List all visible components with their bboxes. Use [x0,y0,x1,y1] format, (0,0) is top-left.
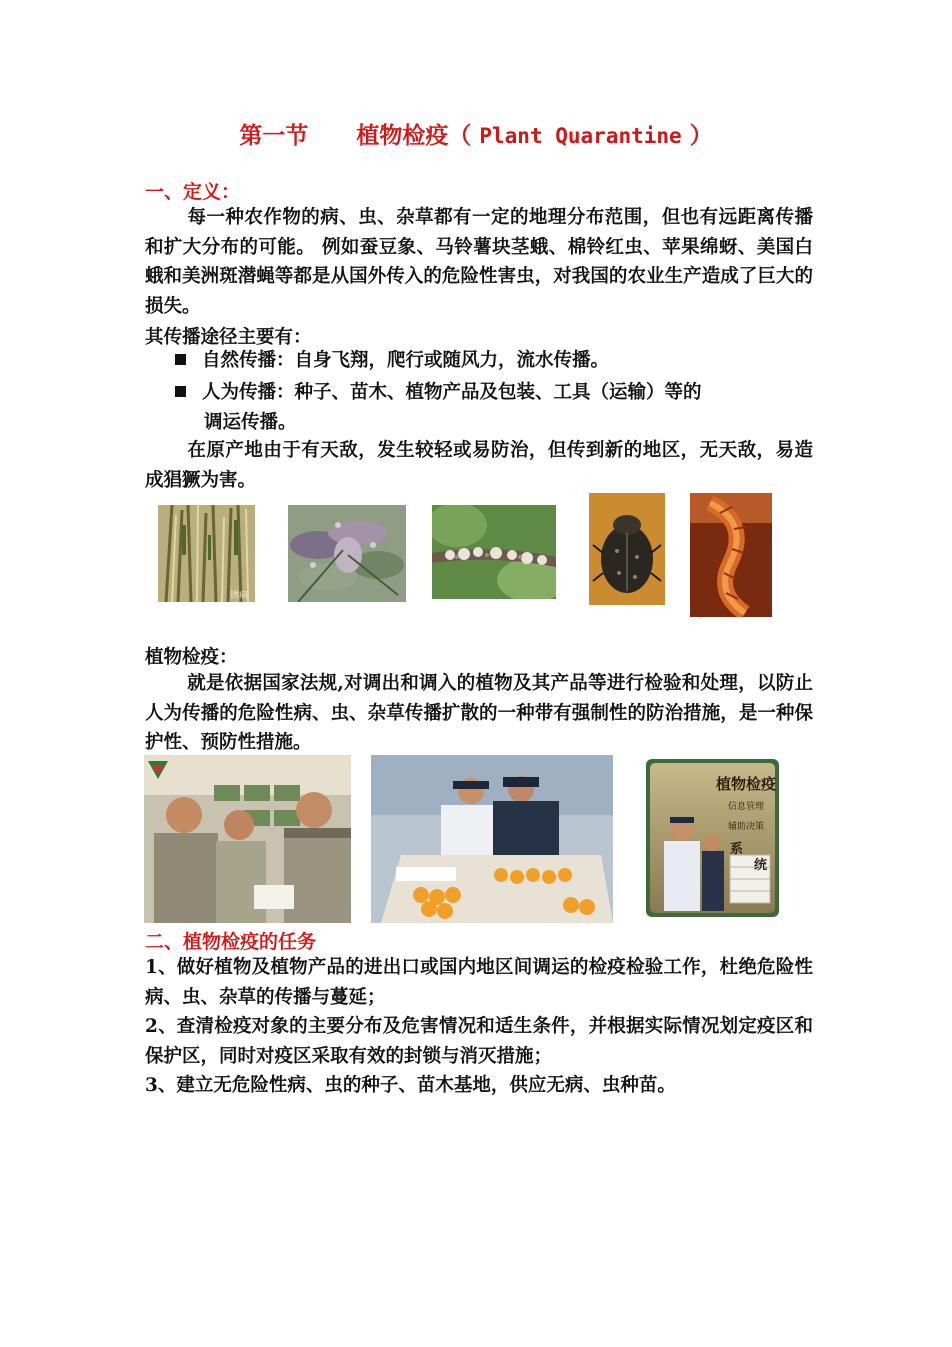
quarantine-text: 就是依据国家法规,对调出和调入的植物及其产品等进行检验和处理，以防止人为传播的危险性病、虫、杂草传播扩散的一种带有强制性的防治措施，是一种保护性、预防性措施。 [145,673,813,753]
quarantine-paragraph [145,669,813,758]
definition-paragraph [145,203,813,321]
plant-pest-photo [288,505,406,602]
square-bullet-icon [175,354,186,365]
task-item-3: 3、建立无危险性病、虫的种子、苗木基地，供应无病、虫种苗。 [145,1075,676,1096]
bullet-human-text-1: 人为传播：种子、苗木、植物产品及包装、工具（运输）等的 [202,382,702,403]
fruit-inspection-photo [371,755,613,923]
bullet-natural-text: 自然传播：自身飞翔，爬行或随风力，流水传播。 [202,350,610,371]
poster-sub3: 系 [730,842,744,857]
quarantine-system-poster [646,759,779,917]
poster-sub2: 辅助决策 [728,822,765,832]
aphid-branch-photo [432,505,556,599]
task-item-2: 2、查清检疫对象的主要分布及危害情况和适生条件，并根据实际情况划定疫区和保护区，同时对疫区采取有效的封锁与消灭措施； [145,1016,813,1067]
page-title [0,117,952,150]
definition-text: 每一种农作物的病、虫、杂草都有一定的地理分布范围，但也有远距离传播和扩大分布的可能。 例如蚕豆象、马铃薯块茎蛾、棉铃红虫、苹果绵蚜、美国白蛾和美洲斑潜蝇等都是从国外传入的危险性害虫，对我国的农业生产造成了巨大的损失。 [145,207,813,317]
title-suffix: ） [681,122,713,149]
title-prefix: 第一节 植物检疫（ [239,122,480,149]
section2-heading: 二、植物检疫的任务 [145,931,317,953]
enemy-paragraph [145,436,813,495]
square-bullet-icon [175,386,186,397]
rust-disease-photo [158,505,255,602]
bullet-human-text-2: 调运传播。 [204,411,297,433]
title-english: Plant Quarantine [479,124,682,148]
poster-sub1: 信息管理 [728,802,765,812]
section1-heading: 一、定义： [145,181,241,203]
larva-photo [690,493,772,617]
bullet-natural [175,346,815,376]
inspectors-store-photo [144,755,351,923]
poster-title: 植物检疫 [716,775,777,793]
routes-intro: 其传播途径主要有： [145,327,312,348]
enemy-text: 在原产地由于有天敌，发生较轻或易防治，但传到新的地区，无天敌，易造成猖獗为害。 [145,440,813,491]
bullet-human [175,378,815,437]
beetle-photo [589,493,665,605]
quarantine-label: 植物检疫： [145,647,238,668]
poster-sub4: 统 [754,858,768,873]
task-item-1: 1、做好植物及植物产品的进出口或国内地区间调运的检疫检验工作，杜绝危险性病、虫、杂草的传播与蔓延； [145,957,813,1008]
photo-caption: 锈病 [230,591,249,601]
